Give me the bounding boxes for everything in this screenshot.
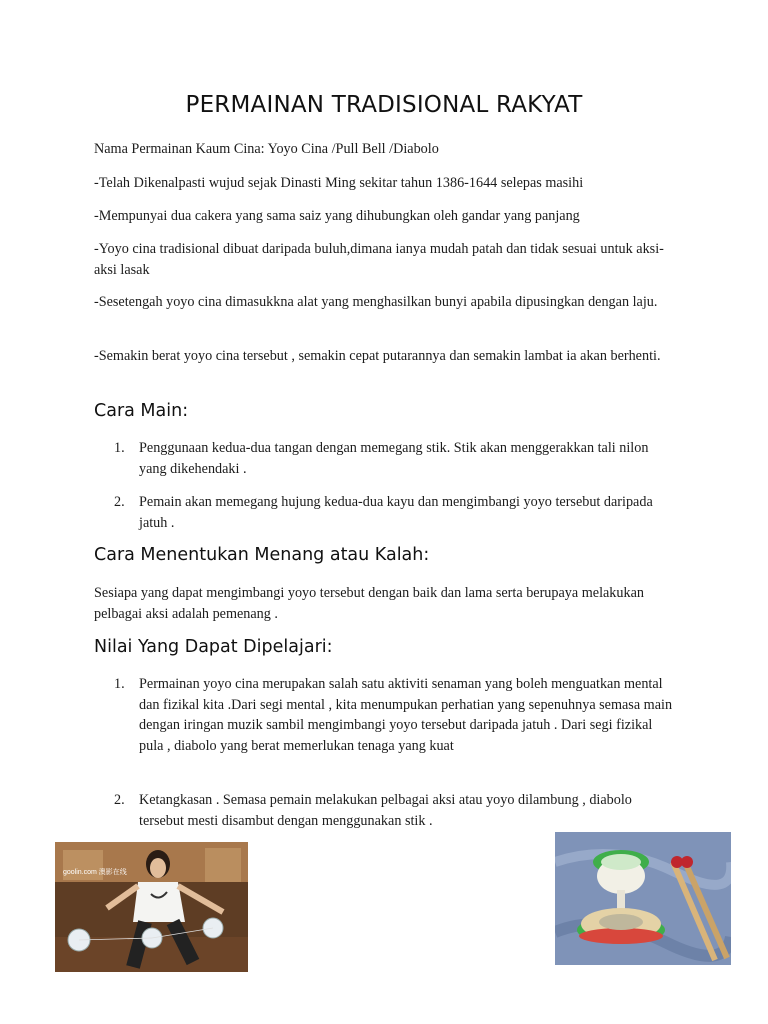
intro-paragraph-1: -Telah Dikenalpasti wujud sejak Dinasti Ming sekitar tahun 1386-1644 selepas masihi (94, 175, 584, 191)
page-title: PERMAINAN TRADISIONAL RAKYAT (185, 92, 583, 118)
intro-name-line: Nama Permainan Kaum Cina: Yoyo Cina /Pull Bell /Diabolo (94, 141, 439, 157)
list-number: 2. (114, 494, 125, 510)
diabolo-player-photo (55, 842, 248, 972)
nilai-heading: Nilai Yang Dapat Dipelajari: (94, 637, 333, 657)
list-item (114, 438, 674, 479)
diabolo-closeup-photo (555, 832, 731, 965)
photo-watermark: goolin.com 澳影在线 (63, 869, 127, 876)
menang-heading: Cara Menentukan Menang atau Kalah: (94, 545, 430, 565)
list-text: Pemain akan memegang hujung kedua-dua kayu dan mengimbangi yoyo tersebut daripada jatuh . (139, 494, 653, 531)
list-text: Penggunaan kedua-dua tangan dengan memegang stik. Stik akan menggerakkan tali nilon yang dikehendaki . (139, 440, 649, 477)
menang-paragraph: Sesiapa yang dapat mengimbangi yoyo tersebut dengan baik dan lama serta berupaya melakukan pelbagai aksi adalah pemenang . (94, 585, 644, 622)
intro-paragraph-4: -Sesetengah yoyo cina dimasukkna alat yang menghasilkan bunyi apabila dipusingkan dengan laju. (94, 294, 658, 310)
list-item (114, 674, 674, 756)
list-text: Ketangkasan . Semasa pemain melakukan pelbagai aksi atau yoyo dilambung , diabolo tersebut mesti disambut dengan menggunakan stik . (139, 792, 632, 829)
list-number: 2. (114, 792, 125, 808)
intro-paragraph-2: -Mempunyai dua cakera yang sama saiz yang dihubungkan oleh gandar yang panjang (94, 208, 580, 224)
diabolo-closeup-illustration (555, 832, 731, 965)
intro-paragraph-5: -Semakin berat yoyo cina tersebut , semakin cepat putarannya dan semakin lambat ia akan berhenti. (94, 348, 661, 364)
cara-main-heading: Cara Main: (94, 401, 189, 421)
diabolo-player-illustration (55, 842, 248, 972)
intro-paragraph-3: -Yoyo cina tradisional dibuat daripada buluh,dimana ianya mudah patah dan tidak sesuai untuk aksi-aksi lasak (94, 241, 664, 278)
list-item (114, 492, 674, 533)
list-number: 1. (114, 676, 125, 692)
list-text: Permainan yoyo cina merupakan salah satu aktiviti senaman yang boleh menguatkan mental dan fizikal kita .Dari segi mental , kita menumpukan perhatian yang sepenuhnya semasa main dengan iringan muzik sambil mengimbangi yoyo tersebut daripada jatuh . Dari segi fizikal pula , diabolo yang berat memerlukan tenaga yang kuat (139, 676, 673, 754)
list-item (114, 790, 674, 831)
list-number: 1. (114, 440, 125, 456)
